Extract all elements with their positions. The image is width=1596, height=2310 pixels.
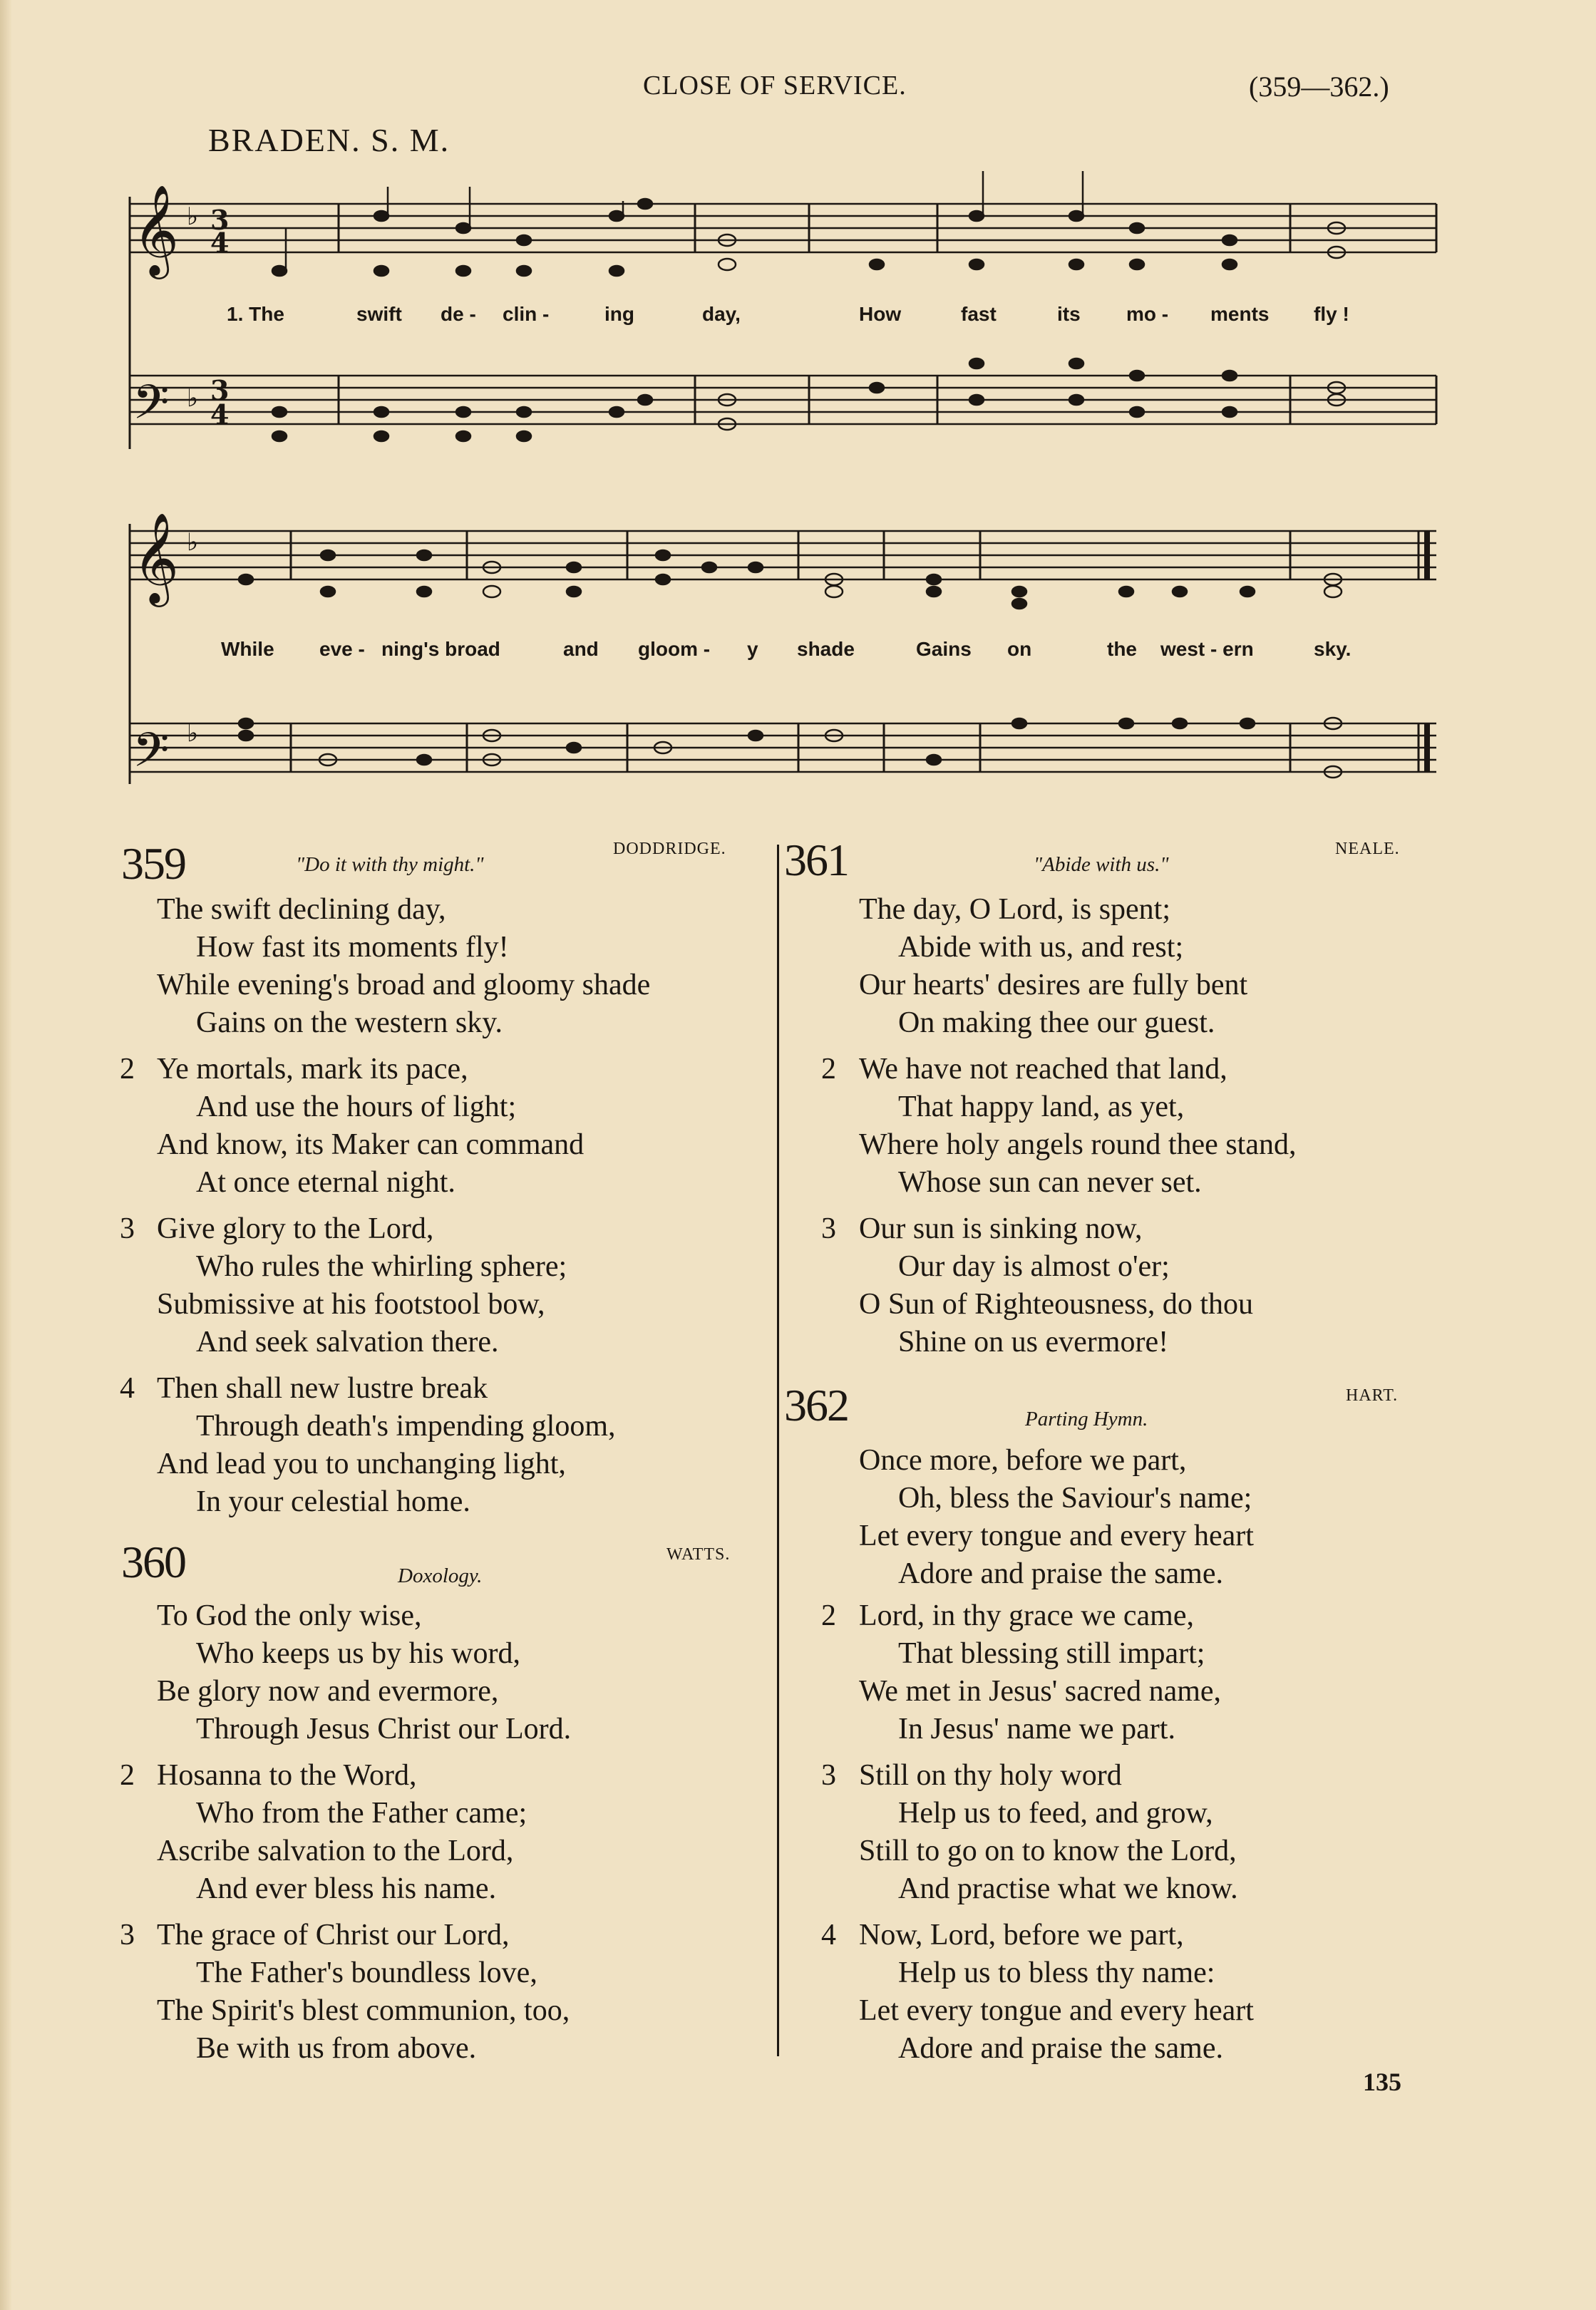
svg-text:4: 4 bbox=[210, 398, 230, 430]
lyric-syllable: day, bbox=[702, 303, 741, 325]
verse-line: O Sun of Righteousness, do thou bbox=[859, 1288, 1254, 1321]
verse-line: The day, O Lord, is spent; bbox=[859, 893, 1171, 926]
stanza-number: 2 bbox=[120, 1053, 135, 1086]
verse-line: The swift declining day, bbox=[157, 893, 446, 926]
lyric-syllable: shade bbox=[797, 638, 855, 660]
verse-line: The grace of Christ our Lord, bbox=[157, 1919, 510, 1951]
lyric-syllable: the bbox=[1107, 638, 1137, 660]
lyric-syllable: swift bbox=[356, 303, 402, 325]
lyric-syllable: mo - bbox=[1126, 303, 1169, 325]
verse-line: Let every tongue and every heart bbox=[859, 1520, 1254, 1552]
hymn-epigraph: "Abide with us." bbox=[1034, 853, 1169, 876]
stanza-number: 3 bbox=[120, 1212, 135, 1245]
column-divider bbox=[777, 845, 779, 2056]
page-number: 135 bbox=[1363, 2068, 1401, 2096]
lyric-syllable: ing bbox=[604, 303, 634, 325]
verse-line: Let every tongue and every heart bbox=[859, 1994, 1254, 2027]
verse-line: Adore and praise the same. bbox=[898, 1557, 1223, 1590]
lyric-syllable: While bbox=[221, 638, 274, 660]
notes bbox=[239, 171, 1345, 778]
verse-line: How fast its moments fly! bbox=[196, 931, 509, 964]
verse-line: We have not reached that land, bbox=[859, 1053, 1227, 1086]
stanza-number: 2 bbox=[821, 1053, 836, 1086]
hymn-author: HART. bbox=[1346, 1386, 1399, 1405]
verse-line: Submissive at his footstool bow, bbox=[157, 1288, 545, 1321]
stanza-number: 3 bbox=[120, 1919, 135, 1951]
svg-text:𝄢: 𝄢 bbox=[133, 723, 170, 789]
stanza-number: 2 bbox=[120, 1759, 135, 1792]
verse-line: Our hearts' desires are fully bent bbox=[859, 969, 1248, 1001]
verse-line: While evening's broad and gloomy shade bbox=[157, 969, 651, 1001]
hymn-number: 359 bbox=[121, 838, 185, 889]
verse-line: And seek salvation there. bbox=[196, 1326, 499, 1358]
verse-line: Still to go on to know the Lord, bbox=[859, 1835, 1237, 1867]
running-head: CLOSE OF SERVICE. bbox=[643, 71, 907, 100]
tune-name: BRADEN. S. M. bbox=[208, 122, 451, 158]
verse-line: Help us to feed, and grow, bbox=[898, 1797, 1213, 1830]
verse-line: Hosanna to the Word, bbox=[157, 1759, 417, 1792]
verse-line: Still on thy holy word bbox=[859, 1759, 1122, 1792]
verse-line: Through death's impending gloom, bbox=[196, 1410, 616, 1443]
verse-line: Who rules the whirling sphere; bbox=[196, 1250, 567, 1283]
verse-line: Our sun is sinking now, bbox=[859, 1212, 1143, 1245]
verse-line: Then shall new lustre break bbox=[157, 1372, 488, 1405]
svg-text:𝄢: 𝄢 bbox=[133, 375, 170, 441]
lyric-syllable: clin - bbox=[503, 303, 550, 325]
lyric-syllable: Gains bbox=[916, 638, 972, 660]
lyric-syllable: sky. bbox=[1314, 638, 1352, 660]
verse-line: That blessing still impart; bbox=[898, 1637, 1205, 1670]
verse-line: And practise what we know. bbox=[898, 1872, 1238, 1905]
svg-text:♭: ♭ bbox=[187, 384, 199, 413]
verse-line: Gains on the western sky. bbox=[196, 1006, 503, 1039]
verse-line: Ye mortals, mark its pace, bbox=[157, 1053, 468, 1086]
svg-text:♭: ♭ bbox=[187, 528, 199, 557]
verse-line: In your celestial home. bbox=[196, 1485, 470, 1518]
hymn-author: DODDRIDGE. bbox=[613, 840, 726, 858]
lyric-syllable: on bbox=[1007, 638, 1032, 660]
verse-line: Shine on us evermore! bbox=[898, 1326, 1169, 1358]
lyric-syllable: west - ern bbox=[1160, 638, 1254, 660]
verse-line: On making thee our guest. bbox=[898, 1006, 1215, 1039]
hymn-number: 361 bbox=[784, 835, 848, 885]
verse-line: At once eternal night. bbox=[196, 1166, 455, 1199]
lyric-syllable: fast bbox=[961, 303, 997, 325]
verse-line: Where holy angels round thee stand, bbox=[859, 1128, 1297, 1161]
verse-line: Ascribe salvation to the Lord, bbox=[157, 1835, 514, 1867]
lyric-syllable: eve - bbox=[319, 638, 365, 660]
svg-text:𝄞: 𝄞 bbox=[133, 512, 180, 603]
hymn-author: NEALE. bbox=[1335, 840, 1400, 858]
verse-line: That happy land, as yet, bbox=[898, 1090, 1185, 1123]
lyric-syllable: its bbox=[1057, 303, 1081, 325]
verse-line: Abide with us, and rest; bbox=[898, 931, 1184, 964]
lyric-syllable: ments bbox=[1210, 303, 1270, 325]
verse-line: Through Jesus Christ our Lord. bbox=[196, 1713, 572, 1746]
verse-line: In Jesus' name we part. bbox=[898, 1713, 1175, 1746]
svg-text:♭: ♭ bbox=[187, 202, 199, 231]
music-score bbox=[0, 0, 1596, 841]
lyric-syllable: How bbox=[859, 303, 902, 325]
lyric-syllable: and bbox=[563, 638, 599, 660]
svg-text:3: 3 bbox=[210, 204, 230, 236]
verse-line: And ever bless his name. bbox=[196, 1872, 497, 1905]
lyric-syllable: de - bbox=[441, 303, 476, 325]
svg-text:𝄞: 𝄞 bbox=[133, 184, 180, 275]
stanza-number: 3 bbox=[821, 1759, 836, 1792]
hymn-epigraph: "Do it with thy might." bbox=[296, 853, 484, 876]
hymn-epigraph: Parting Hymn. bbox=[1025, 1408, 1148, 1430]
hymn-range: (359—362.) bbox=[1249, 71, 1389, 103]
verse-line: Help us to bless thy name: bbox=[898, 1956, 1215, 1989]
lyric-syllable: y bbox=[747, 638, 758, 660]
verse-line: Who from the Father came; bbox=[196, 1797, 527, 1830]
verse-line: Adore and praise the same. bbox=[898, 2032, 1223, 2065]
verse-line: We met in Jesus' sacred name, bbox=[859, 1675, 1222, 1708]
svg-text:4: 4 bbox=[210, 227, 230, 259]
verse-line: To God the only wise, bbox=[157, 1599, 422, 1632]
verse-line: Oh, bless the Saviour's name; bbox=[898, 1482, 1252, 1515]
verse-line: The Spirit's blest communion, too, bbox=[157, 1994, 570, 2027]
verse-line: Who keeps us by his word, bbox=[196, 1637, 520, 1670]
hymn-author: WATTS. bbox=[666, 1545, 731, 1564]
lyric-syllable: fly ! bbox=[1314, 303, 1349, 325]
stanza-number: 4 bbox=[821, 1919, 836, 1951]
clefs bbox=[133, 184, 229, 789]
lyric-syllable: gloom - bbox=[638, 638, 711, 660]
verse-line: Be with us from above. bbox=[196, 2032, 477, 2065]
hymn-number: 362 bbox=[784, 1380, 848, 1430]
verse-line: And use the hours of light; bbox=[196, 1090, 517, 1123]
verse-line: And know, its Maker can command bbox=[157, 1128, 585, 1161]
verse-line: Give glory to the Lord, bbox=[157, 1212, 434, 1245]
lyric-syllable: ning's broad bbox=[381, 638, 500, 660]
hymn-number: 360 bbox=[121, 1537, 185, 1587]
verse-line: Whose sun can never set. bbox=[898, 1166, 1202, 1199]
bar-lines bbox=[130, 197, 1436, 784]
verse-line: Our day is almost o'er; bbox=[898, 1250, 1170, 1283]
staff-lines bbox=[130, 204, 1436, 772]
verse-line: Now, Lord, before we part, bbox=[859, 1919, 1184, 1951]
hymn-epigraph: Doxology. bbox=[398, 1564, 483, 1587]
stanza-number: 3 bbox=[821, 1212, 836, 1245]
stanza-number: 2 bbox=[821, 1599, 836, 1632]
stanza-number: 4 bbox=[120, 1372, 135, 1405]
svg-text:3: 3 bbox=[210, 374, 230, 406]
verse-line: Once more, before we part, bbox=[859, 1444, 1187, 1477]
verse-line: And lead you to unchanging light, bbox=[157, 1448, 566, 1480]
verse-line: Lord, in thy grace we came, bbox=[859, 1599, 1194, 1632]
lyric-syllable: 1. The bbox=[227, 303, 284, 325]
verse-line: Be glory now and evermore, bbox=[157, 1675, 499, 1708]
svg-text:♭: ♭ bbox=[187, 719, 199, 748]
verse-line: The Father's boundless love, bbox=[196, 1956, 537, 1989]
